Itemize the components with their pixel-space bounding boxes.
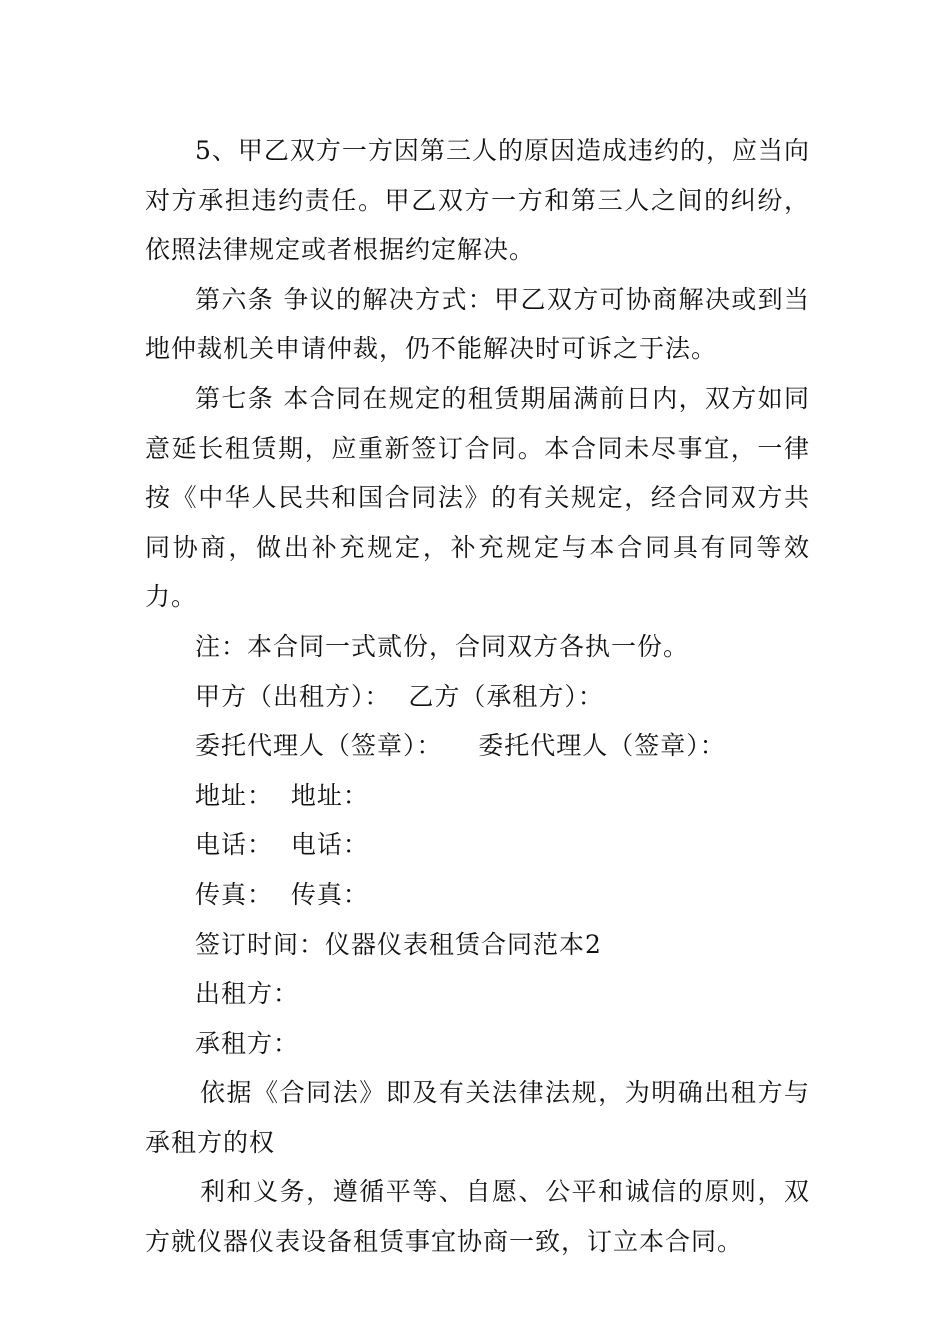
preamble-paragraph-1: 依据《合同法》即及有关法律法规，为明确出租方与承租方的权 [145, 1078, 810, 1157]
article-7-paragraph: 第七条 本合同在规定的租赁期届满前日内，双方如同意延长租赁期，应重新签订合同。本合同未尽事宜，一律按《中华人民共和国合同法》的有关规定，经合同双方共同协商，做出补充规定，补充规定与本合同具有同等效力。 [145, 383, 810, 612]
phone-line: 电话： 电话： [195, 830, 369, 860]
fax-line: 传真： 传真： [195, 879, 369, 909]
lessee-line: 承租方： [195, 1028, 300, 1058]
party-line: 甲方（出租方）： 乙方（承租方）： [195, 681, 604, 711]
agent-line: 委托代理人（签章）： 委托代理人（签章）： [195, 731, 726, 761]
note-paragraph: 注：本合同一式贰份，合同双方各执一份。 [195, 631, 690, 661]
clause-5-paragraph: 5、甲乙双方一方因第三人的原因造成违约的，应当向对方承担违约责任。甲乙双方一方和第三人之间的纠纷，依照法律规定或者根据约定解决。 [145, 136, 810, 265]
preamble-paragraph-2: 利和义务，遵循平等、自愿、公平和诚信的原则，双方就仪器仪表设备租赁事宜协商一致，订立本合同。 [145, 1177, 810, 1257]
document-body [145, 126, 810, 1267]
signing-date-line: 签订时间：仪器仪表租赁合同范本2 [195, 929, 602, 959]
article-6-paragraph: 第六条 争议的解决方式：甲乙双方可协商解决或到当地仲裁机关申请仲裁，仍不能解决时可诉之于法。 [145, 284, 810, 364]
address-line: 地址： 地址： [195, 780, 369, 810]
lessor-line: 出租方： [195, 979, 300, 1009]
